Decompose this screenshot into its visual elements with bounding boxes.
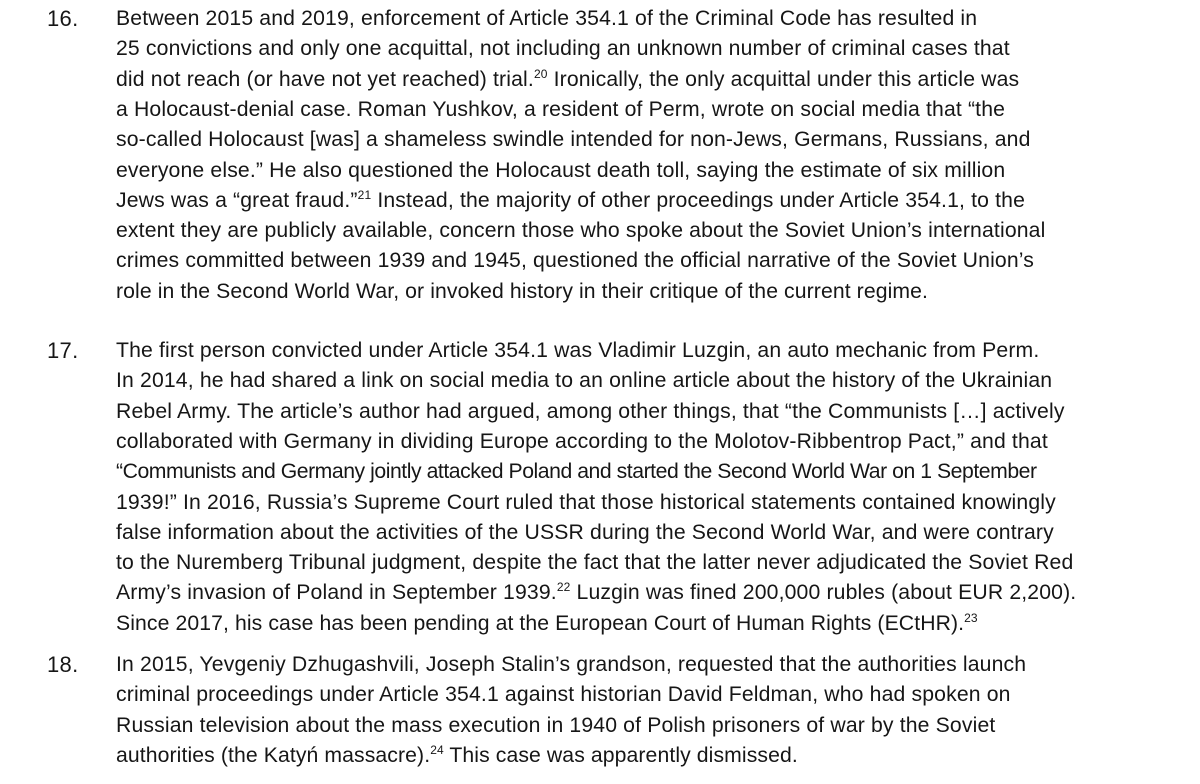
text-line	[116, 398, 1065, 426]
text-line	[116, 610, 978, 638]
text-run: Between 2015 and 2019, enforcement of Article 354.1 of the Criminal Code has resulted in	[116, 7, 978, 30]
text-run: 25 convictions and only one acquittal, not including an unknown number of criminal cases that	[116, 37, 1010, 61]
text-run: everyone else.” He also questioned the Holocaust death toll, saying the estimate of six million	[116, 158, 1006, 182]
footnote-marker[interactable]: 24	[430, 742, 444, 757]
footnote-marker[interactable]: 20	[533, 66, 548, 81]
text-line	[116, 519, 1054, 547]
text-line	[116, 5, 977, 33]
text-line	[116, 96, 1005, 124]
text-run: collaborated with Germany in dividing Europe according to the Molotov-Ribbentrop Pact,” and that	[116, 429, 1048, 453]
text-run: authorities (the Katyń massacre).	[116, 743, 431, 767]
text-line	[116, 187, 1025, 215]
text-line	[116, 66, 1019, 94]
text-run: Instead, the majority of other proceedings under Article 354.1, to the	[371, 188, 1026, 212]
text-run: role in the Second World War, or invoked history in their critique of the current regime.	[116, 279, 929, 303]
text-run: criminal proceedings under Article 354.1 against historian David Feldman, who had spoken on	[116, 683, 1011, 707]
text-line	[116, 489, 1056, 517]
text-run: so-called Holocaust [was] a shameless swindle intended for non-Jews, Germans, Russians, and	[116, 128, 1031, 152]
text-line	[116, 157, 1005, 185]
text-run: In 2014, he had shared a link on social media to an online article about the history of the Ukrainian	[116, 369, 1053, 393]
text-run: a Holocaust-denial case. Roman Yushkov, a resident of Perm, wrote on social media that “the	[116, 97, 1006, 121]
paragraph-number: 16.	[47, 6, 79, 31]
text-line	[116, 278, 928, 306]
text-line	[116, 651, 1026, 679]
text-line	[116, 217, 1045, 245]
text-line	[116, 458, 1037, 486]
text-line	[116, 579, 1076, 607]
text-line	[116, 428, 1048, 456]
text-line	[116, 549, 1073, 577]
text-run: The first person convicted under Article 354.1 was Vladimir Luzgin, an auto mechanic from Perm.	[116, 339, 1040, 362]
paragraph-number: 17.	[47, 338, 79, 363]
text-run: Jews was a “great fraud.”	[116, 188, 358, 212]
text-run: Russian television about the mass execution in 1940 of Polish prisoners of war by the Soviet	[116, 713, 996, 737]
text-run: did not reach (or have not yet reached) trial.	[116, 67, 534, 91]
text-run: crimes committed between 1939 and 1945, questioned the official narrative of the Soviet Union’s	[116, 249, 1035, 273]
text-run: extent they are publicly available, concern those who spoke about the Soviet Union’s international	[116, 219, 1046, 243]
text-run: 1939!” In 2016, Russia’s Supreme Court ruled that those historical statements contained knowingly	[116, 490, 1056, 514]
text-run: to the Nuremberg Tribunal judgment, despite the fact that the latter never adjudicated the Soviet Red	[116, 551, 1074, 575]
text-run: Army’s invasion of Poland in September 1939.	[116, 581, 557, 605]
footnote-marker[interactable]: 23	[964, 610, 978, 625]
footnote-marker[interactable]: 22	[556, 580, 571, 595]
text-run: false information about the activities of the USSR during the Second World War, and were contrary	[116, 520, 1054, 544]
text-run: This case was apparently dismissed.	[443, 743, 798, 767]
text-run: Since 2017, his case has been pending at the European Court of Human Rights (ECtHR).	[116, 611, 965, 635]
text-run: “Communists and Germany jointly attacked Poland and started the Second World War on 1 September	[116, 460, 1037, 484]
text-run: Rebel Army. The article’s author had argued, among other things, that “the Communists […] actively	[116, 399, 1065, 423]
footnote-marker[interactable]: 21	[357, 187, 372, 202]
text-line	[116, 742, 798, 770]
text-line	[116, 337, 1039, 365]
text-run: In 2015, Yevgeniy Dzhugashvili, Joseph Stalin’s grandson, requested that the authorities launch	[116, 653, 1027, 676]
text-line	[116, 126, 1031, 154]
text-line	[116, 712, 995, 740]
text-run: Ironically, the only acquittal under this article was	[547, 67, 1020, 91]
text-line	[116, 367, 1052, 395]
text-line	[116, 247, 1034, 275]
paragraph-number: 18.	[47, 652, 79, 677]
text-run: Luzgin was fined 200,000 rubles (about EUR 2,200).	[570, 581, 1077, 605]
text-line	[116, 681, 1011, 709]
text-line	[116, 35, 1010, 63]
